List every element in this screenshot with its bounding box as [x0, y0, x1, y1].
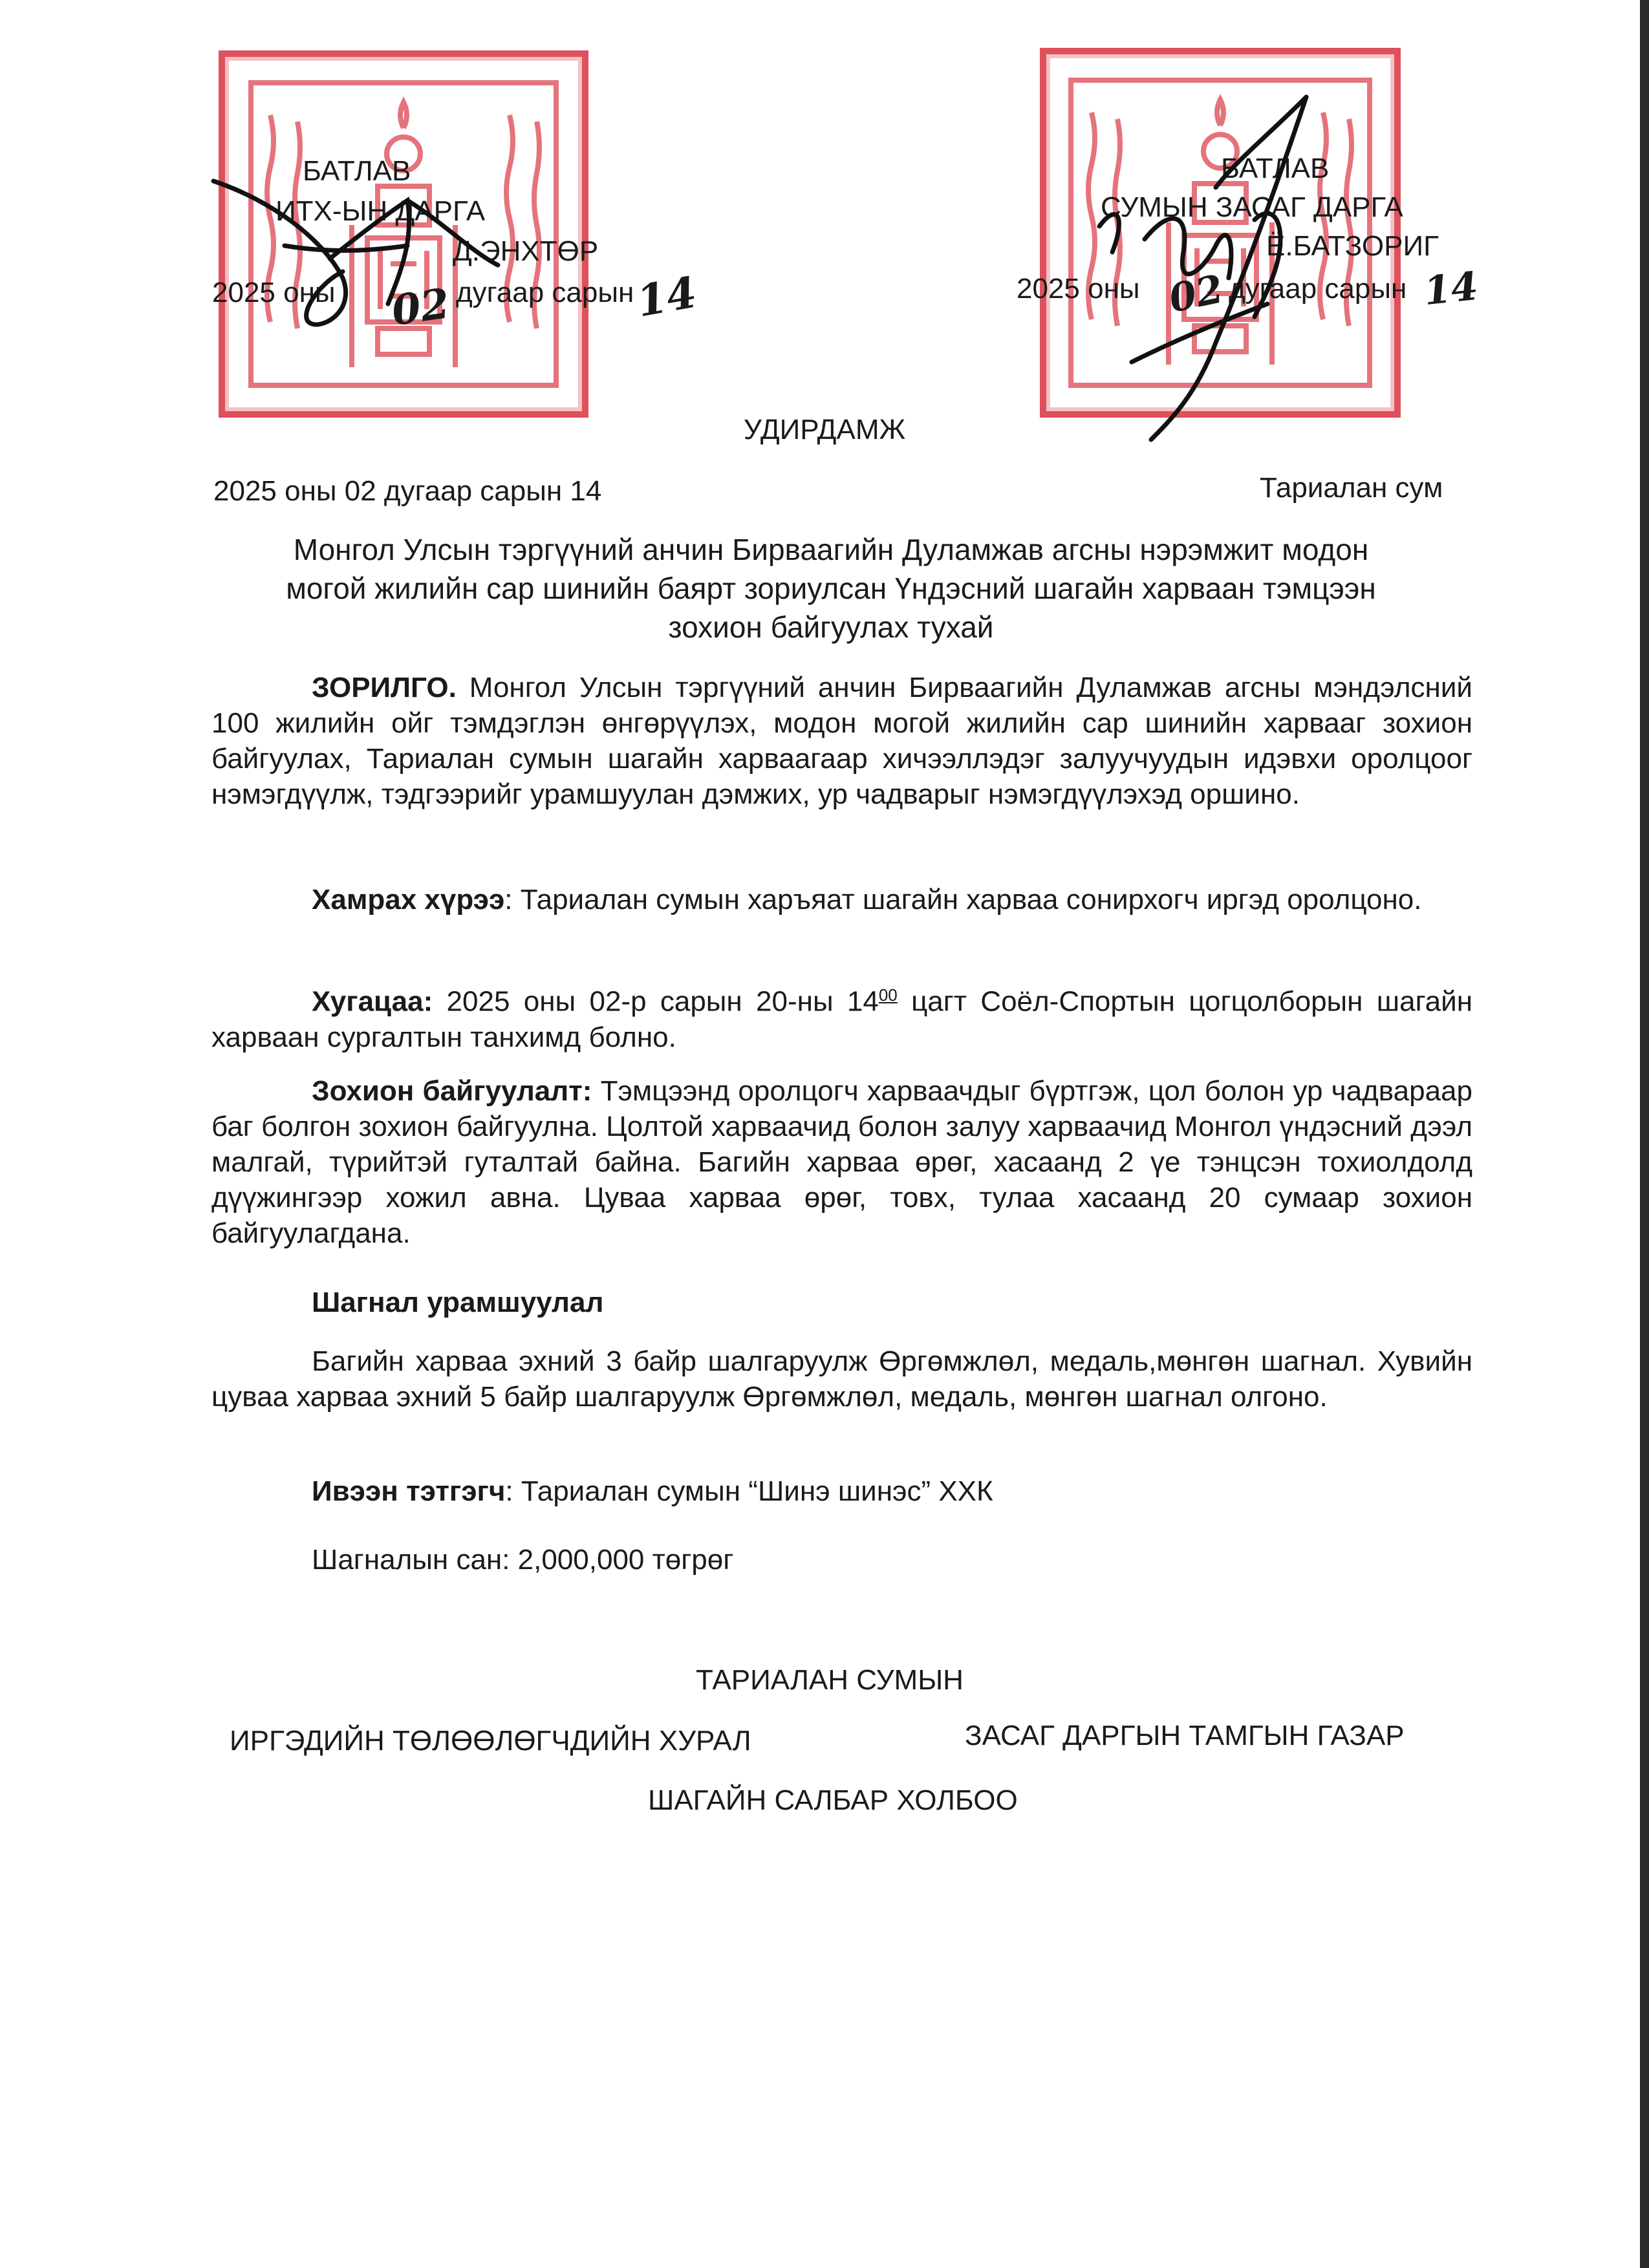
time-paragraph [211, 978, 1472, 1055]
footer-right: ЗАСАГ ДАРГЫН ТАМГЫН ГАЗАР [965, 1720, 1405, 1751]
right-name: Ё.БАТЗОРИГ [1266, 230, 1439, 262]
left-hand-day: 14 [632, 266, 700, 327]
right-position: СУМЫН ЗАСАГ ДАРГА [1101, 191, 1403, 223]
goal-label: ЗОРИЛГО. [312, 672, 457, 703]
organization-label: Зохион байгуулалт: [312, 1075, 592, 1107]
prize-heading: Шагнал урамшуулал [312, 1287, 604, 1318]
time-text-a: 2025 оны 02-р сарын 20-ны 14 [433, 985, 879, 1018]
footer-line-3: ШАГАЙН САЛБАР ХОЛБОО [648, 1784, 1018, 1816]
left-position: ИТХ-ЫН ДАРГА [275, 195, 486, 227]
prize-paragraph [211, 1343, 1472, 1415]
time-text-b: цагт Соёл-Спортын цогцолборын шагайн харваан сургалтын танхимд болно. [211, 985, 1473, 1053]
left-approve: БАТЛАВ [303, 155, 411, 187]
document-date: 2025 оны 02 дугаар сарын 14 [213, 475, 602, 507]
organization-text: Тэмцээнд оролцогч харваачдыг бүртгэж, цол болон ур чадвараар баг болгон зохион байгуулна. Цолтой харваачид болон залуу харваачид Монгол үндэсний дээл малгай, түрийтэй гуталтай байна. Багийн харваа өрөг, хасаанд 2 үе тэнцсэн тохиолдолд дүүжингээр хожил авна. Цуваа харваа өрөг, товх, тулаа хасаанд 20 сумаар зохион байгуулагдана. [211, 1075, 1472, 1249]
right-date-mid: дугаар сарын [1229, 273, 1407, 305]
right-date-prefix: 2025 оны [1017, 273, 1140, 305]
signature-icon [194, 162, 530, 356]
document-place: Тариалан сум [1260, 472, 1443, 504]
scope-paragraph [211, 882, 1472, 917]
document-title: УДИРДАМЖ [743, 414, 906, 445]
fund-label: Шагналын сан: [312, 1544, 510, 1576]
sponsor-text: : Тариалан сумын “Шинэ шинэс” ХХК [505, 1475, 993, 1507]
fund-text: 2,000,000 төгрөг [510, 1544, 734, 1576]
goal-paragraph [211, 670, 1472, 812]
scan-edge [1640, 0, 1649, 2268]
right-hand-month: 02 [1165, 266, 1227, 322]
prize-text: Багийн харваа эхний 3 байр шалгаруулж Өргөмжлөл, медаль,мөнгөн шагнал. Хувийн цуваа харваа эхний 5 байр шалгаруулж Өргөмжлөл, медаль, мөнгөн шагнал олгоно. [211, 1345, 1472, 1413]
fund-line [312, 1544, 733, 1576]
subject-line: Монгол Улсын тэргүүний анчин Бирваагийн Дуламжав агсны нэрэмжит модон [293, 533, 1369, 566]
scope-label: Хамрах хүрээ [312, 884, 505, 915]
sponsor-label: Ивээн тэтгэгч [312, 1475, 506, 1507]
time-minutes: 00 [878, 985, 898, 1005]
left-date-prefix: 2025 оны [212, 277, 336, 308]
footer-line-1: ТАРИАЛАН СУМЫН [696, 1664, 964, 1696]
footer-left: ИРГЭДИЙН ТӨЛӨӨЛӨГЧДИЙН ХУРАЛ [230, 1725, 751, 1757]
right-hand-day: 14 [1421, 263, 1480, 315]
subject-line: зохион байгуулах тухай [668, 610, 994, 644]
subject-line: могой жилийн сар шинийн баярт зориулсан Үндэсний шагайн харваан тэмцээн [286, 572, 1376, 605]
signature-icon [1022, 58, 1384, 459]
document-subject [194, 530, 1468, 647]
left-date-mid: дугаар сарын [456, 277, 634, 308]
time-label: Хугацаа: [312, 985, 433, 1018]
sponsor-line [312, 1475, 993, 1508]
left-name: Д.ЭНХТӨР [453, 235, 599, 267]
scope-text: : Тариалан сумын харъяат шагайн харваа сонирхогч иргэд оролцоно. [504, 884, 1422, 915]
goal-text: Монгол Улсын тэргүүний анчин Бирваагийн Дуламжав агсны мэндэлсний 100 жилийн ойг тэмдэглэн өнгөрүүлэх, модон могой жилийн сар шинийн харвааг зохион байгуулах, Тариалан сумын шагайн харваагаар хичээллэдэг залуучуудын идэвхи оролцоог нэмэгдүүлж, тэдгээрийг урамшуулан дэмжих, ур чадварыг нэмэгдүүлэхэд оршино. [211, 672, 1472, 810]
organization-paragraph [211, 1073, 1472, 1251]
right-approve: БАТЛАВ [1221, 153, 1330, 184]
left-hand-month: 02 [389, 279, 453, 336]
